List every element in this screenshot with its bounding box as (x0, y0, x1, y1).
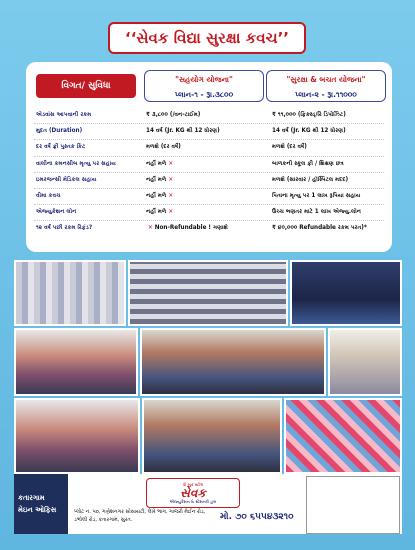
plan1-value-cell (140, 209, 268, 216)
plan2-value: પિતાના મૃત્યુ પર 1 લાખ રૂપિયા સહાય (272, 193, 361, 200)
plan2-price: પ્લાન-૨ - રૂા.૧૧૦૦૦ (295, 90, 357, 99)
office-label (14, 474, 68, 534)
details-header-tag: વિગત/ સુવિધા (36, 74, 136, 98)
phone-number[interactable]: મો. ૭૦ ૬૫૫૪૩૨૧૦ (220, 512, 294, 522)
photo-group (140, 328, 326, 396)
photo-collage (14, 260, 402, 480)
plan1-name: "સહયોગ યોજના" (175, 75, 233, 84)
row-label: મુદત (Duration) (36, 128, 83, 135)
plan1-value: નહીં મળે (146, 209, 167, 216)
plan1-value-cell (140, 225, 268, 232)
table-row (34, 157, 384, 173)
footer (14, 474, 402, 534)
row-label: ઇમરજન્સી મેડિકલ સહાય (36, 176, 97, 183)
plan1-value: નહીં મળે (146, 193, 167, 200)
plan1-header (144, 70, 264, 102)
plan1-value: ₹ ૩,૮૦૦ (/વન-ટાઈમ) (146, 112, 201, 119)
table-row (34, 108, 384, 124)
plan2-header (266, 70, 386, 102)
cross-icon: ✕ (168, 160, 174, 167)
table-header (34, 68, 384, 106)
photo-book-stacks (14, 260, 126, 326)
plan2-value: મળશે (સારવાર / હૉસ્પિટલ મદદ) (272, 176, 349, 183)
row-label: ૧૨ વર્ષ પછી રકમ રિફંડ? (36, 225, 93, 232)
plan1-value: મળશે (દર વર્ષે) (146, 144, 181, 151)
cross-icon: ✕ (168, 176, 174, 183)
address: પ્લોટ નં. ૫૦, ગણેશનગર સોસાયટી, લેખે ભાગ, ગાજરી મેઈન રોડ, ડભોલી રોડ, કતારગામ, સુરત. (74, 509, 206, 523)
table-row (34, 124, 384, 140)
photo-family (142, 398, 282, 474)
plan1-value: નહીં મળે (146, 176, 167, 183)
plan1-value: નહીં મળે (146, 160, 167, 167)
row-label: દર વર્ષે ફ્રી પુસ્તક કિટ (36, 144, 86, 151)
logo-text: સેવક (180, 486, 206, 500)
plan1-price: પ્લાન-૧ - રૂા.૩૮૦૦ (174, 90, 234, 99)
logo-subtitle: એજ્યુકેશન & સ્ટેશનરી હબ (169, 499, 217, 504)
blank-panel (306, 476, 400, 534)
logo-tagline: ધી બુક સ્ટોલ (182, 482, 204, 487)
plan2-value: ₹ ૧૧,૦૦૦ (ફિક્સ્ડ્/રિ ડિપોઝિટ) (272, 112, 346, 119)
photo-notebooks (284, 398, 402, 474)
row-label: એજ્યુકેશન લોન (36, 209, 77, 216)
cross-icon: ✕ (168, 193, 174, 200)
cross-icon: ✕ (168, 209, 174, 216)
cross-icon: ✕ (148, 225, 153, 232)
photo-award (328, 328, 402, 396)
photo-students (14, 398, 140, 474)
title-banner (108, 22, 306, 54)
table-row (34, 140, 384, 156)
plan2-value: 14 વર્ષ (Jr. KG થી 12 ધોરણ) (272, 128, 346, 135)
plan2-value: ઉચ્ચ ભણતર માટે 1 લાખ એજ્યુ.લોન (272, 209, 361, 216)
plan2-value: મળશે (દર વર્ષે) (272, 144, 307, 151)
row-label: એડવાંસ આપવાની રકમ (36, 112, 92, 119)
row-label: વીમા કવચ (36, 193, 61, 200)
page-title: ‘‘સેવક વિદ્યા સુરક્ષા કવચ’’ (125, 29, 289, 47)
photo-school-bags (290, 260, 402, 326)
plan1-value: Non-Refundable ! ગણાશે (154, 225, 228, 232)
photo-bundles (128, 260, 288, 326)
comparison-card (26, 62, 392, 252)
office-area: કતારગામ (18, 494, 45, 502)
plan1-value-cell (140, 161, 268, 168)
plan2-name: "સુરક્ષા & બચત યોજના" (286, 75, 366, 84)
office-title: મેઇન ઓફિસ (18, 506, 57, 514)
comparison-rows (34, 108, 384, 237)
plan1-value: 14 વર્ષ (Jr. KG થી 12 ધોરણ) (146, 128, 220, 135)
photo-distribution-event (14, 328, 138, 396)
plan1-value-cell (140, 193, 268, 200)
table-row (34, 173, 384, 189)
table-row (34, 189, 384, 205)
plan1-value-cell (140, 177, 268, 184)
table-row (34, 221, 384, 236)
plan2-value: ₹ ૪૦,૦૦૦ Refundable રકમ પરત)* (272, 225, 367, 232)
table-row (34, 205, 384, 221)
row-label: વાલીના કમનસીબ મૃત્યુ પર સહાય (36, 160, 116, 167)
plan2-value: બાળકની સ્કૂલ ફી / શિક્ષણ છત્ર (272, 160, 344, 167)
sevak-logo (146, 478, 240, 508)
